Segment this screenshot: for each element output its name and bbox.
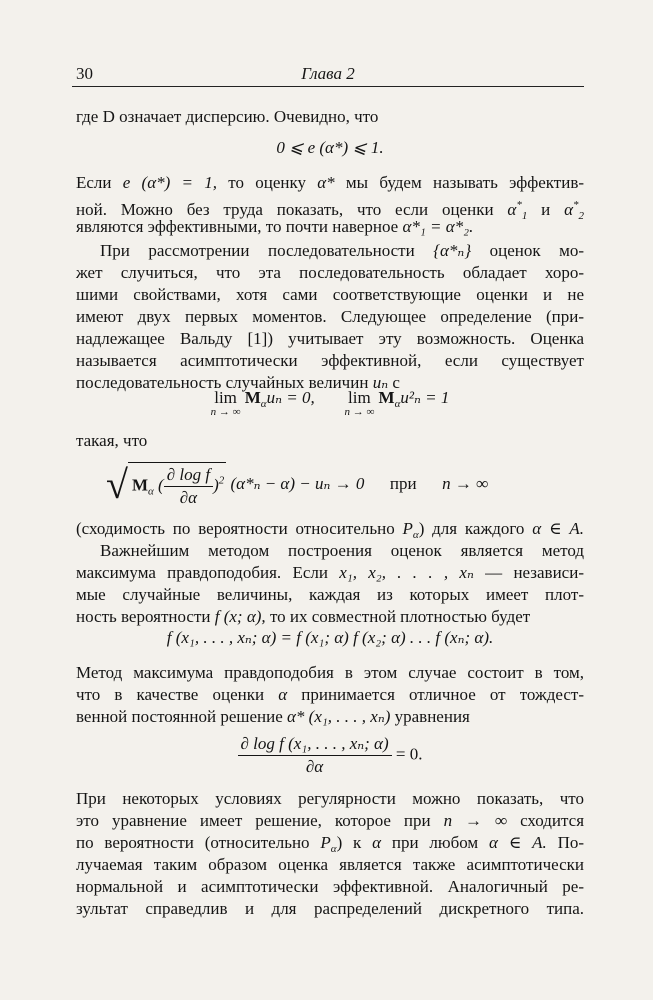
text-line: мые случайные величины, каждая из которых имеет плот- (76, 585, 584, 604)
text-line: Важнейшим методом построения оценок является метод (100, 541, 584, 560)
text-line: лучаемая таким образом оценка является также асимптотически (76, 855, 584, 874)
text-line: нормальной и асимптотически эффективной. Аналогичный ре- (76, 877, 584, 896)
radicand: $M_\alpha$ ( $\frac{\text{∂ log f}}{\partial\alpha}$ )$^2$ (128, 462, 226, 508)
page-header (72, 60, 584, 87)
text-line: (сходимость по вероятности относительно $P_\alpha$) для каждого α ∈ A. (76, 519, 584, 541)
text-line: называется асимптотически эффективной, если существует (76, 351, 584, 370)
text-line: такая, что (76, 431, 148, 450)
limit-operator: lim n → ∞ (344, 388, 375, 418)
text-line: ность вероятности f (x; α), то их совместной плотностью будет (76, 607, 531, 626)
paragraph-such-that (76, 430, 584, 452)
text-line: надлежащее Вальду [1]) учитывает эту возможность. Оценка (76, 329, 584, 348)
paragraph-sequence (76, 240, 584, 394)
text-line: Метод максимума правдоподобия в этом случае состоит в том, (76, 663, 584, 682)
text-line: шими свойствами, хотя сами соответствующие оценки и не (76, 285, 584, 304)
formula-likelihood-equation: $\frac{\text{∂ log f (x₁, . . . , xₙ; α)}}{\partial\alpha}$ = 0. (76, 734, 584, 777)
text-line: венной постоянной решение α* (x₁, . . . , xₙ) уравнения (76, 707, 470, 726)
text-line: являются эффективными, то почти наверное α*₁ = α*₂. (76, 217, 474, 236)
sqrt-sign: √ (106, 462, 128, 507)
formula-limits: lim n → ∞ $M_\alpha u_n = 0$, lim n → ∞ $M_\alpha u^2_n = 1$ (210, 388, 450, 418)
text-line: При некоторых условиях регулярности можно показать, что (76, 789, 584, 808)
text-line: это уравнение имеет решение, которое при n → ∞ сходится (76, 811, 585, 830)
paragraph-efficiency (76, 172, 584, 238)
formula-joint-density: f (x₁, . . . , xₙ; α) = f (x₁; α) f (x₂; α) . . . f (xₙ; α). (166, 628, 494, 647)
limit-operator: lim n → ∞ (210, 388, 241, 418)
text-line: последовательность случайных величин uₙ с (76, 373, 400, 392)
text-line: имеют двух первых моментов. Следующее определение (при- (76, 307, 584, 326)
page-number: 30 (76, 64, 93, 83)
text-line: где D означает дисперсию. Очевидно, что (76, 107, 379, 126)
text-line: ной. Можно без труда показать, что если оценки $\alpha^*_1$ и $\alpha^*_2$ (76, 199, 585, 222)
chapter-title: Глава 2 (301, 64, 355, 83)
text-line: зультат справедлив и для распределений дискретного типа. (76, 899, 584, 918)
text-line: Если e (α*) = 1, то оценку α* мы будем называть эффектив- (76, 173, 585, 192)
paragraph-method (76, 662, 584, 728)
paragraph-dispersion (76, 106, 584, 128)
paragraph-max-likelihood (76, 518, 584, 628)
text-line: максимума правдоподобия. Если x₁, x₂, . . . , xₙ — независи- (76, 563, 584, 582)
formula-asymptotic: √ $M_\alpha$ ( $\frac{\text{∂ log f}}{\partial\alpha}$ )$^2$ (α*ₙ − α) − uₙ → 0 при n → ∞ (106, 462, 489, 507)
fraction: $\frac{\text{∂ log f (x₁, . . . , xₙ; α)}}{\partial\alpha}$ (238, 734, 392, 777)
formula-efficiency-bounds: 0 ⩽ e (α*) ⩽ 1. (276, 138, 384, 157)
text-line: что в качестве оценки α принимается отличное от тождест- (76, 685, 585, 704)
text-line: жет случиться, что эта последовательность обладает хоро- (76, 263, 584, 282)
paragraph-regularity (76, 788, 584, 920)
text-line: При рассмотрении последовательности {α*ₙ} оценок мо- (100, 241, 585, 260)
text-line: по вероятности (относительно $P_\alpha$) к α при любом α ∈ A. По- (76, 833, 585, 855)
